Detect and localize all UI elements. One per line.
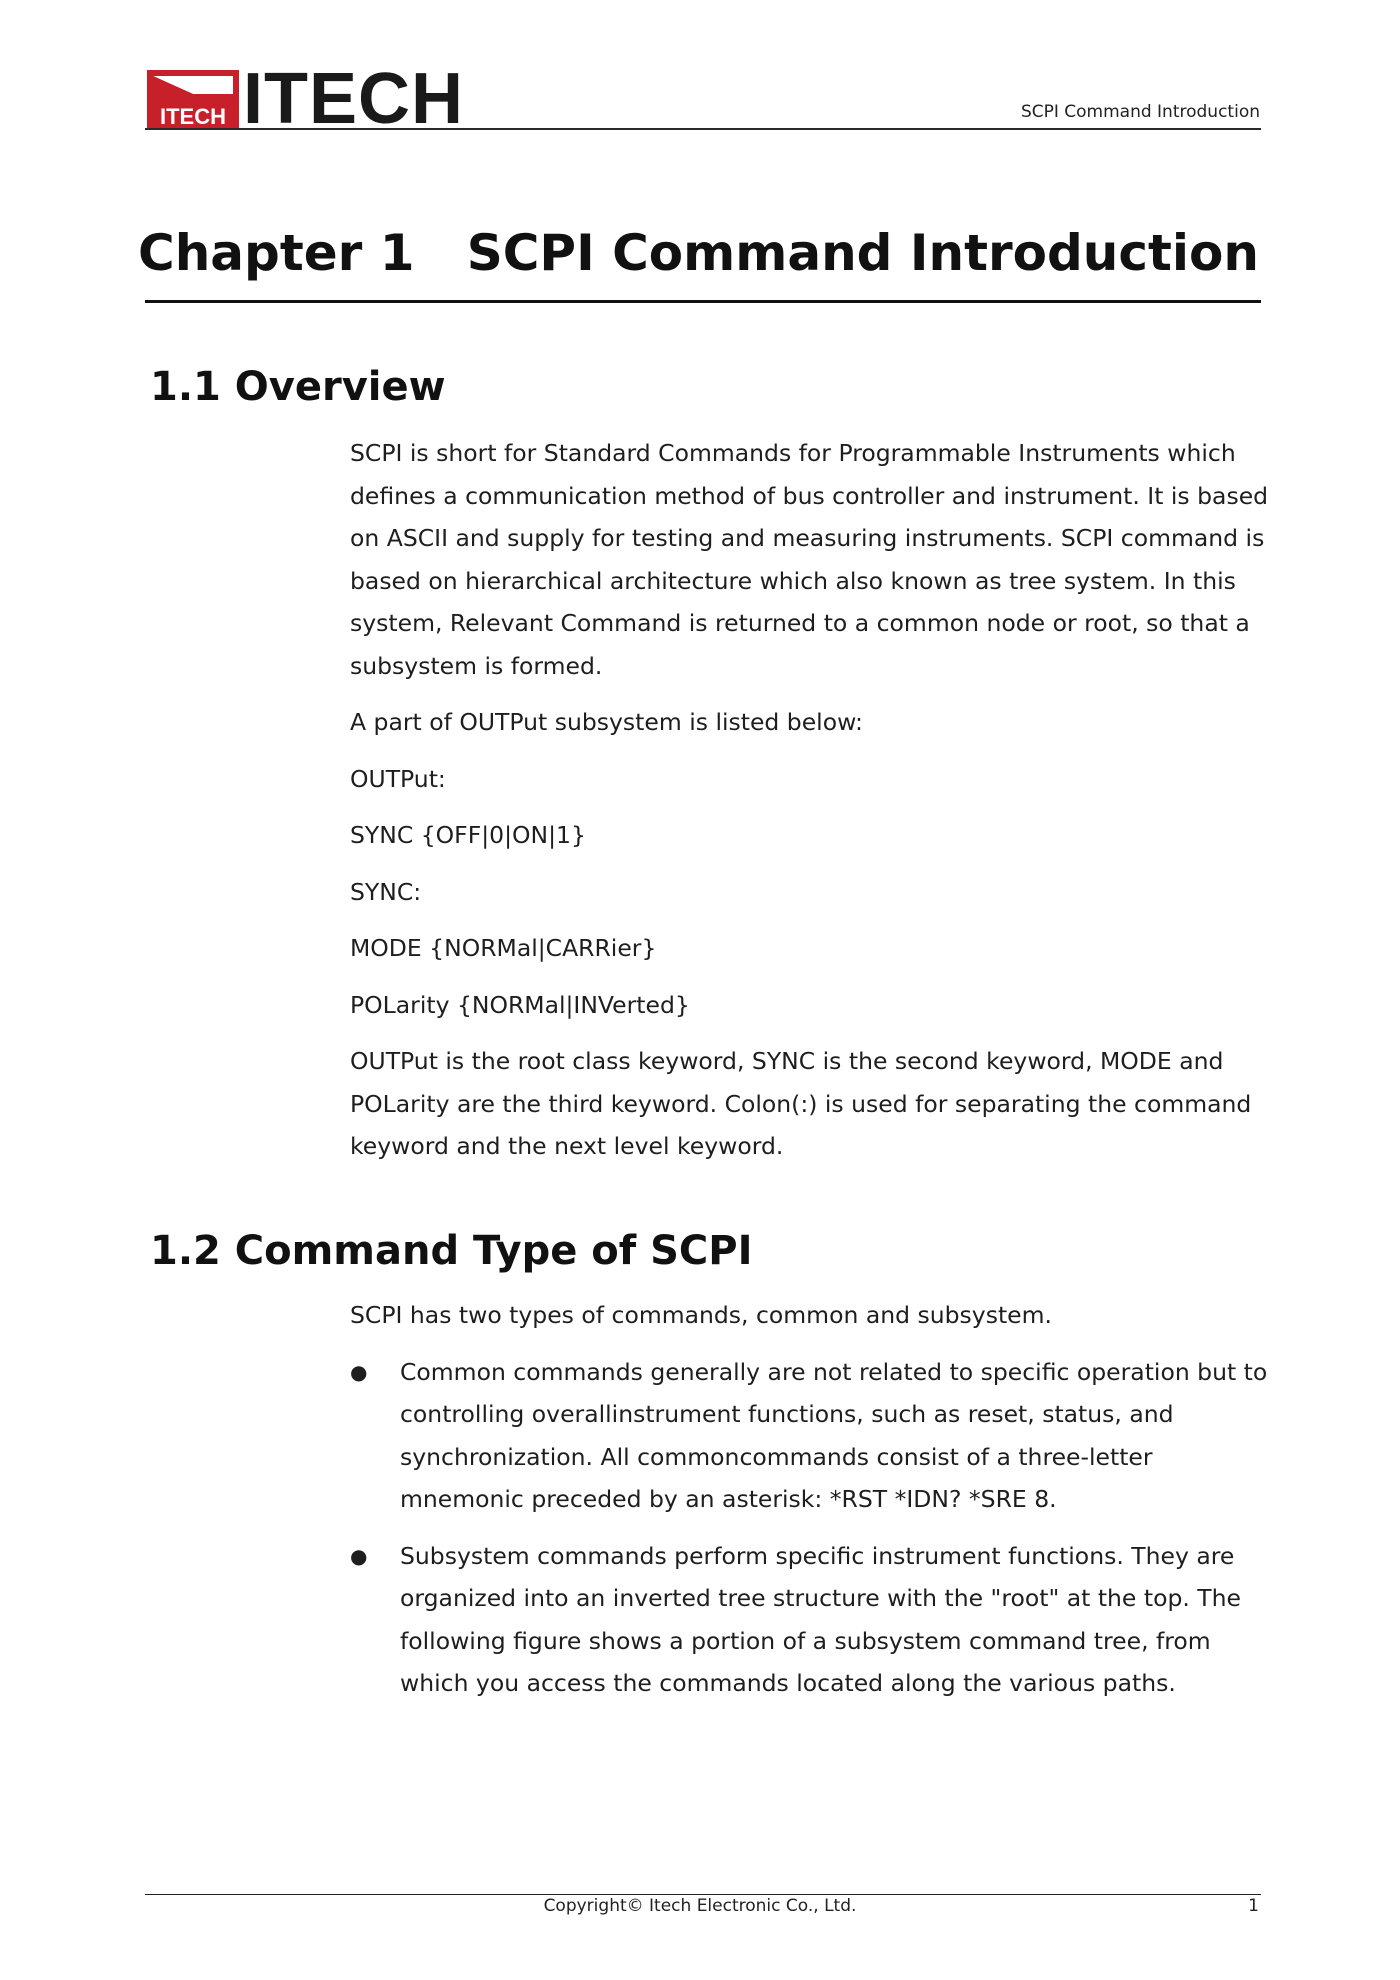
list-item [350, 1351, 1270, 1521]
command-type-body [350, 1294, 1270, 1705]
code-line: SYNC {OFF|0|ON|1} [350, 821, 586, 849]
code-line: POLarity {NORMal|INVerted} [350, 990, 690, 1019]
logo-mark-text: ITECH [160, 104, 226, 128]
itech-logo [147, 59, 464, 139]
paragraph: SCPI has two types of commands, common and subsystem. [350, 1301, 1052, 1329]
code-line: OUTPut: [350, 764, 446, 793]
logo-wordmark: ITECH [243, 59, 464, 139]
overview-body [350, 432, 1270, 1168]
code-line: SYNC: [350, 877, 422, 906]
chapter-title: Chapter 1 SCPI Command Introduction [138, 224, 1259, 282]
paragraph: A part of OUTPut subsystem is listed below: [350, 708, 863, 736]
list-item [350, 1535, 1270, 1705]
bullet-icon: ● [350, 1543, 368, 1568]
page-number: 1 [1248, 1896, 1259, 1916]
code-line: MODE {NORMal|CARRier} [350, 934, 657, 962]
list-item-text: Subsystem commands perform specific instrument functions. They are organized into an inverted tree structure with the "root" at the top. The following figure shows a portion of a subsystem command tree, from which you access the commands located along the various paths. [400, 1541, 1242, 1697]
paragraph: OUTPut is the root class keyword, SYNC is the second keyword, MODE and POLarity are the third keyword. Colon(:) is used for separating the command keyword and the next level keyword. [350, 1047, 1252, 1160]
bullet-icon: ● [350, 1359, 368, 1384]
section-heading-command-type: 1.2 Command Type of SCPI [150, 1228, 753, 1274]
footer-divider [145, 1894, 1261, 1895]
running-header: SCPI Command Introduction [1020, 102, 1260, 122]
itech-logo-mark [147, 70, 239, 128]
header-divider [145, 128, 1261, 130]
section-heading-overview: 1.1 Overview [150, 364, 446, 410]
list-item-text: Common commands generally are not related to specific operation but to controlling overallinstrument functions, such as reset, status, and synchronization. All commoncommands consist of a three-letter mnemonic preceded by an asterisk: *RST *IDN? *SRE 8. [400, 1357, 1268, 1513]
paragraph: SCPI is short for Standard Commands for Programmable Instruments which defines a communication method of bus controller and instrument. It is based on ASCII and supply for testing and measuring instruments. SCPI command is based on hierarchical architecture which also known as tree system. In this system, Relevant Command is returned to a common node or root, so that a subsystem is formed. [350, 439, 1269, 680]
chapter-divider [145, 300, 1261, 303]
footer-copyright: Copyright© Itech Electronic Co., Ltd. [543, 1896, 857, 1916]
